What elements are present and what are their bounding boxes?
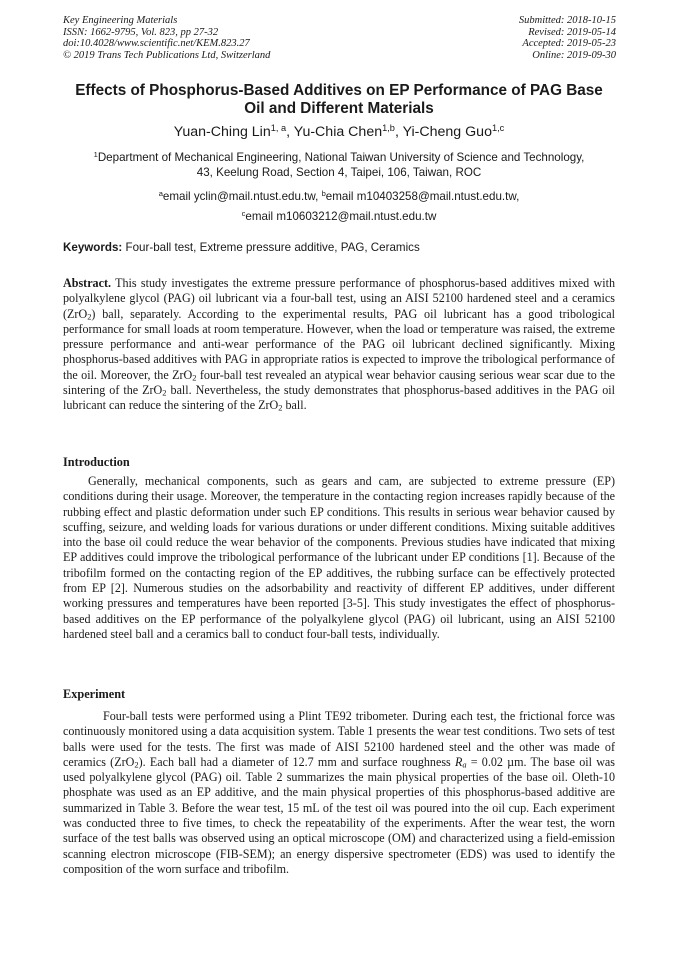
keywords-text: Four-ball test, Extreme pressure additive, PAG, Ceramics: [122, 241, 420, 254]
author-list: [63, 124, 615, 140]
submitted-date: Submitted: 2018-10-15: [518, 15, 616, 26]
subscript: 2: [278, 403, 283, 414]
email-superscript: a: [158, 188, 163, 198]
email-block: [63, 187, 615, 227]
email-superscript: c: [241, 208, 246, 218]
experiment-paragraph: [63, 709, 615, 877]
email-line: [63, 207, 615, 227]
author-name: Yuan-Ching Lin: [173, 124, 271, 140]
email-line: [63, 187, 615, 207]
author-superscript: 1, a: [270, 122, 287, 133]
subscript: 2: [134, 759, 139, 770]
journal-info: [63, 15, 270, 61]
email-address[interactable]: email yclin@mail.ntust.edu.tw,: [162, 190, 322, 203]
abstract: [63, 276, 615, 414]
journal-name: Key Engineering Materials: [63, 15, 178, 26]
email-superscript: b: [321, 188, 326, 198]
abstract-text: ball. Nevertheless, the study demonstrates that phosphorus-based additives in the PAG oil lubricant can reduce the sintering of the ZrO: [63, 383, 616, 413]
online-date: Online: 2019-09-30: [532, 49, 616, 61]
affiliation-text: Department of Mechanical Engineering, National Taiwan University of Science and Technology,: [97, 151, 585, 164]
experiment-heading: Experiment: [63, 687, 126, 701]
abstract-text: four-ball test revealed an atypical wear behavior causing serious wear scar due to the sintering of the ZrO: [63, 367, 615, 398]
doi-line[interactable]: doi:10.4028/www.scientific.net/KEM.823.27: [63, 38, 250, 50]
abstract-paragraph: [63, 276, 615, 414]
email-address[interactable]: email m10403258@mail.ntust.edu.tw,: [325, 190, 520, 203]
abstract-text: This study investigates the extreme pressure performance of phosphorus-based additives mixed with polyalkylene glycol (PAG) oil lubricant via a four-ball test, using an AISI 52100 hardened steel and a ceramics (ZrO: [63, 276, 615, 321]
subscript: 2: [87, 311, 92, 322]
author-superscript: 1,b: [382, 122, 395, 133]
abstract-label: Abstract.: [63, 276, 112, 290]
introduction-body: [63, 474, 615, 642]
subscript: 2: [192, 372, 197, 383]
author-separator: ,: [394, 124, 403, 140]
paper-title: Effects of Phosphorus-Based Additives on EP Performance of PAG Base Oil and Different Materials: [75, 82, 603, 117]
abstract-text: ball.: [282, 398, 307, 413]
affiliation-line: [63, 150, 615, 165]
experiment-text: Four-ball tests were performed using a Plint TE92 tribometer. During each test, the frictional force was continuously monitored using a data acquisition system. Table 1 presents the wear test conditions. Two sets of test balls were used for the tests. The first was made of AISI 52100 hardened steel and the other was made of ceramics (ZrO: [63, 709, 615, 769]
roughness-subscript: a: [462, 759, 467, 770]
abstract-text: ) ball, separately. According to the experimental results, PAG oil lubricant has a good tribological performance for small loads at room temperature. However, when the load or temperature was raised, the extreme pressure performance and anti-wear performance of the PAG oil lubricant declined significantly. Mixing phosphorus-based additives with PAG in appropriate ratios is expected to improve the tribological performance of the oil. Moreover, the ZrO: [63, 306, 615, 382]
author-name: Yi-Cheng Guo: [402, 124, 492, 140]
revised-date: Revised: 2019-05-14: [528, 26, 616, 38]
email-address[interactable]: email m10603212@mail.ntust.edu.tw: [245, 210, 437, 223]
issn-line: ISSN: 1662-9795, Vol. 823, pp 27-32: [63, 26, 219, 38]
author-superscript: 1,c: [491, 122, 505, 133]
author-name: Yu-Chia Chen: [293, 124, 383, 140]
copyright-line: © 2019 Trans Tech Publications Ltd, Switzerland: [63, 49, 271, 61]
keywords-label: Keywords:: [63, 241, 123, 254]
affiliation-address: 43, Keelung Road, Section 4, Taipei, 106, Taiwan, ROC: [196, 166, 482, 179]
introduction-heading: Introduction: [63, 455, 130, 469]
publication-dates: [519, 15, 616, 61]
roughness-symbol: R: [454, 754, 463, 769]
accepted-date: Accepted: 2019-05-23: [522, 38, 616, 50]
experiment-body: [63, 709, 615, 877]
keywords: [63, 241, 615, 254]
affiliation: [63, 150, 615, 180]
affiliation-superscript: 1: [93, 149, 98, 159]
introduction-paragraph: Generally, mechanical components, such as gears and cam, are subjected to extreme pressure (EP) conditions during their usage. Moreover, the temperature in the contacting region increases rapidly because of the rubbing effect and plastic deformation under such EP conditions. This results in serious wear behavior caused by scuffing, seizure, and welding loads for various durations or under different conditions. Mixing suitable additives into the base oil could reduce the wear behavior of the components. Previous studies have indicated that mixing EP additives could improve the tribological performance of the lubricant under EP conditions [1]. Because of the tribofilm formed on the contacting region of the EP additives, the rubbing surface can be effectively protected from EP [2]. Numerous studies on the adsorbability and reactivity of different EP additives, under different working pressures and temperatures have been reported [3-5]. This study investigates the effect of phosphorus-based additives on the EP performance of the polyalkylene glycol (PAG) oil lubricant, using an AISI 52100 hardened steel ball and a ceramics ball to conduct four-ball tests, individually.: [63, 474, 615, 641]
author-separator: ,: [286, 124, 294, 140]
experiment-text: ). Each ball had a diameter of 12.7 mm and surface roughness: [138, 754, 455, 769]
subscript: 2: [162, 387, 167, 398]
experiment-text: = 0.02 µm. The base oil was used polyalkylene glycol (PAG) oil. Table 2 summarizes the main physical properties of the base oil. Oleth-10 phosphate was used as an EP additive, and the main physical properties of this phosphorus-based additive are summarized in Table 3. Before the wear test, 15 mL of the test oil was poured into the oil cup. Each experiment was conducted three to five times, to check the repeatability of the experiments. After the wear test, the worn surface of the test balls was observed using an optical microscope (OM) and characterized using a field-emission scanning electron microscope (FIB-SEM); an energy dispersive spectrometer (EDS) was used to identify the composition of the worn surface and tribofilm.: [63, 754, 616, 876]
